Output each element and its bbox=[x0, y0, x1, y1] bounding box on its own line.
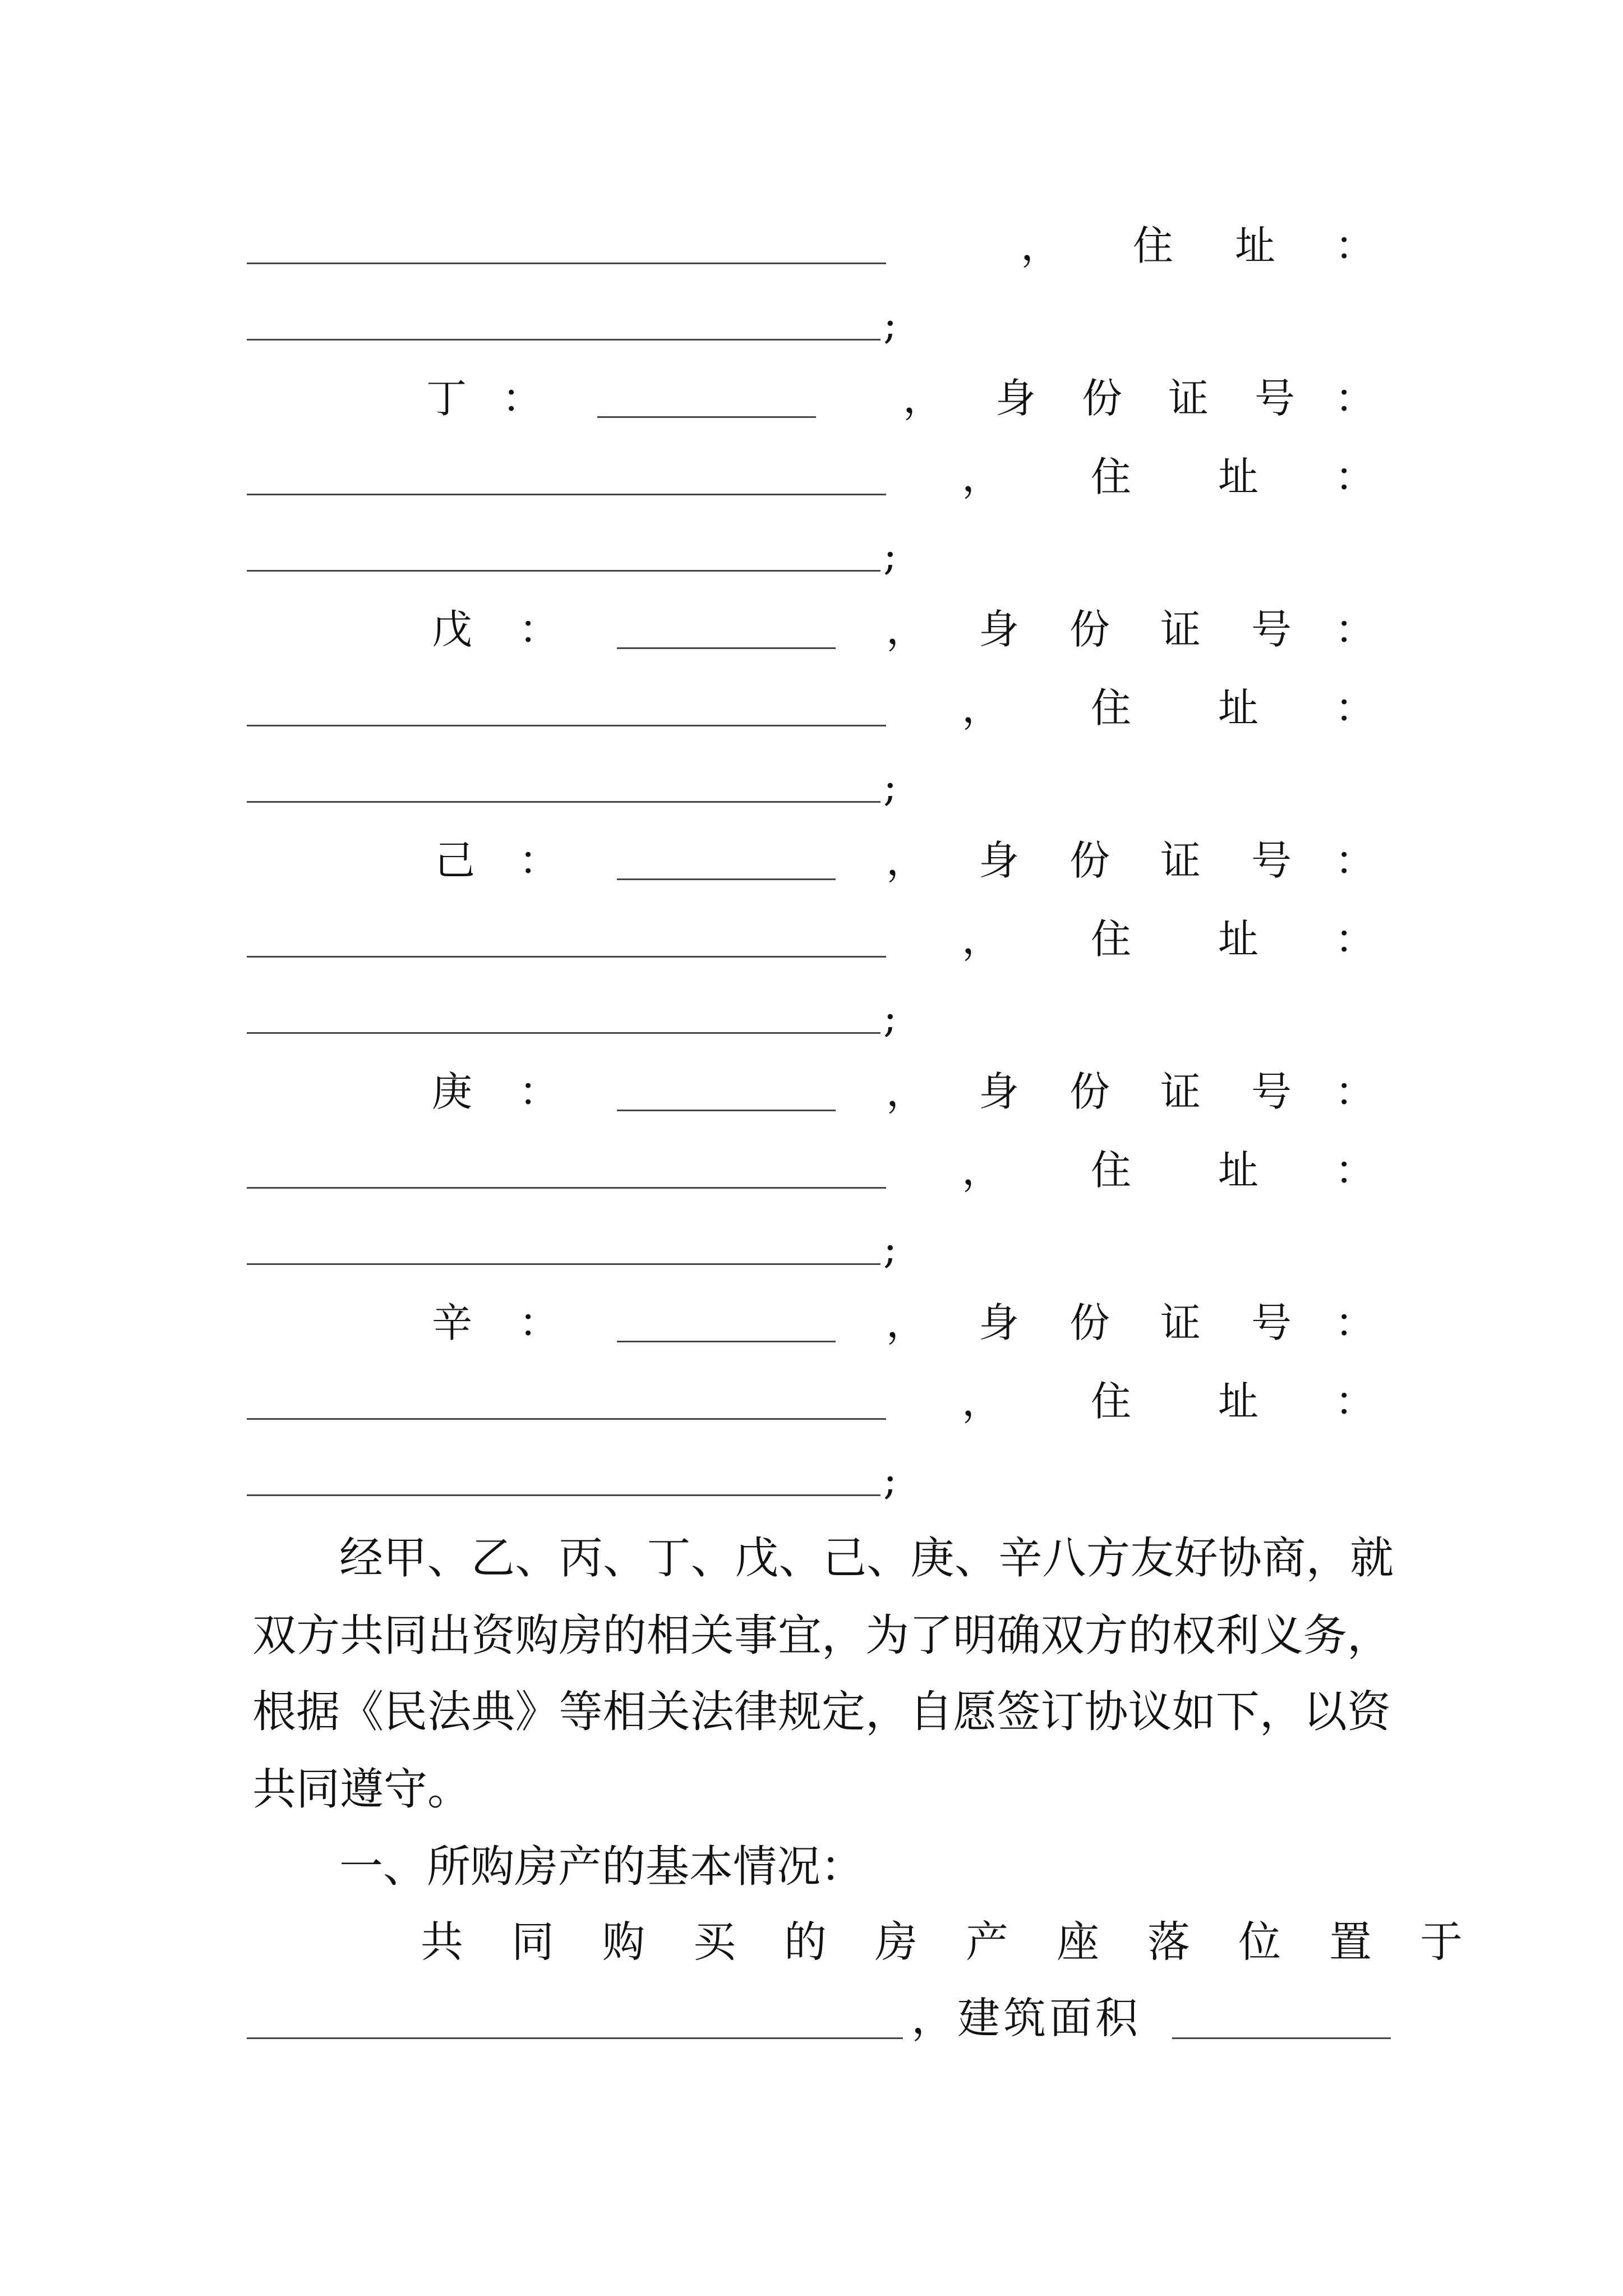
name-blank[interactable] bbox=[617, 1341, 836, 1342]
comma: ， bbox=[962, 1147, 1003, 1194]
comma: ， bbox=[1021, 222, 1062, 269]
located-text: 共同购买的房产座落位置于 bbox=[421, 1917, 1511, 1967]
colon: ： bbox=[1335, 684, 1376, 731]
address-blank[interactable] bbox=[247, 801, 880, 803]
area-blank[interactable] bbox=[1172, 2037, 1391, 2039]
section-heading: 一、所购房产的基本情况： bbox=[339, 1842, 865, 1892]
colon: ： bbox=[1335, 1378, 1376, 1425]
id-blank[interactable] bbox=[247, 956, 886, 958]
id-blank[interactable] bbox=[247, 494, 886, 495]
name-blank[interactable] bbox=[617, 878, 836, 880]
intro-line-2: 双方共同出资购房的相关事宜，为了明确双方的权利义务， bbox=[252, 1611, 1391, 1661]
comma: ， bbox=[903, 375, 944, 422]
address-label: 住址 bbox=[1133, 222, 1338, 269]
comma: ， bbox=[886, 1299, 927, 1346]
comma: ， bbox=[962, 453, 1003, 500]
colon: ： bbox=[519, 1299, 560, 1346]
address-blank[interactable] bbox=[247, 1263, 880, 1265]
semicolon: ; bbox=[883, 994, 897, 1041]
name-blank[interactable] bbox=[597, 416, 816, 418]
colon: ： bbox=[1335, 606, 1376, 653]
colon: ： bbox=[519, 606, 560, 653]
id-label: 身份证号 bbox=[979, 837, 1343, 884]
comma: ， bbox=[962, 915, 1003, 963]
colon: ： bbox=[1335, 222, 1376, 269]
address-label: 住址 bbox=[1091, 1147, 1346, 1194]
id-label: 身份证号 bbox=[979, 1299, 1343, 1346]
colon: ： bbox=[1335, 915, 1376, 963]
area-label: ，建筑面积 bbox=[911, 1993, 1141, 2043]
id-label: 身份证号 bbox=[995, 375, 1341, 422]
colon: ： bbox=[519, 1068, 560, 1115]
semicolon: ; bbox=[883, 532, 897, 579]
address-label: 住址 bbox=[1091, 915, 1346, 963]
colon: ： bbox=[1335, 375, 1376, 422]
id-label: 身份证号 bbox=[979, 1068, 1343, 1115]
semicolon: ; bbox=[883, 1456, 897, 1503]
comma: ， bbox=[886, 837, 927, 884]
id-blank[interactable] bbox=[247, 1187, 886, 1189]
colon: ： bbox=[1335, 1068, 1376, 1115]
party-name: 戊 bbox=[432, 606, 473, 653]
blank-line[interactable] bbox=[247, 263, 886, 264]
comma: ， bbox=[962, 684, 1003, 731]
colon: ： bbox=[1335, 1147, 1376, 1194]
comma: ， bbox=[886, 606, 927, 653]
address-label: 住址 bbox=[1091, 453, 1346, 500]
intro-line-1: 经甲、乙、丙、丁、戊、己、庚、辛八方友好协商，就 bbox=[339, 1533, 1394, 1584]
party-name: 辛 bbox=[432, 1299, 473, 1346]
colon: ： bbox=[519, 837, 560, 884]
location-blank[interactable] bbox=[247, 2037, 903, 2039]
name-blank[interactable] bbox=[617, 647, 836, 649]
party-name: 己 bbox=[435, 837, 476, 884]
address-blank[interactable] bbox=[247, 570, 880, 572]
colon: ： bbox=[502, 375, 543, 422]
address-label: 住址 bbox=[1091, 684, 1346, 731]
address-blank[interactable] bbox=[247, 1494, 880, 1496]
party-name: 丁 bbox=[426, 375, 467, 422]
intro-line-4: 共同遵守。 bbox=[252, 1764, 472, 1815]
semicolon: ; bbox=[883, 1225, 897, 1272]
comma: ， bbox=[886, 1068, 927, 1115]
colon: ： bbox=[1335, 837, 1376, 884]
address-blank[interactable] bbox=[247, 339, 880, 341]
colon: ： bbox=[1335, 453, 1376, 500]
id-label: 身份证号 bbox=[979, 606, 1343, 653]
semicolon: ; bbox=[883, 763, 897, 810]
name-blank[interactable] bbox=[617, 1110, 836, 1111]
address-blank[interactable] bbox=[247, 1032, 880, 1034]
colon: ： bbox=[1335, 1299, 1376, 1346]
semicolon: ; bbox=[883, 301, 897, 348]
intro-line-3: 根据《民法典》等相关法律规定，自愿签订协议如下，以资 bbox=[252, 1687, 1391, 1737]
id-blank[interactable] bbox=[247, 1418, 886, 1420]
party-name: 庚 bbox=[432, 1068, 473, 1115]
id-blank[interactable] bbox=[247, 725, 886, 726]
comma: ， bbox=[962, 1378, 1003, 1425]
address-label: 住址 bbox=[1091, 1378, 1346, 1425]
